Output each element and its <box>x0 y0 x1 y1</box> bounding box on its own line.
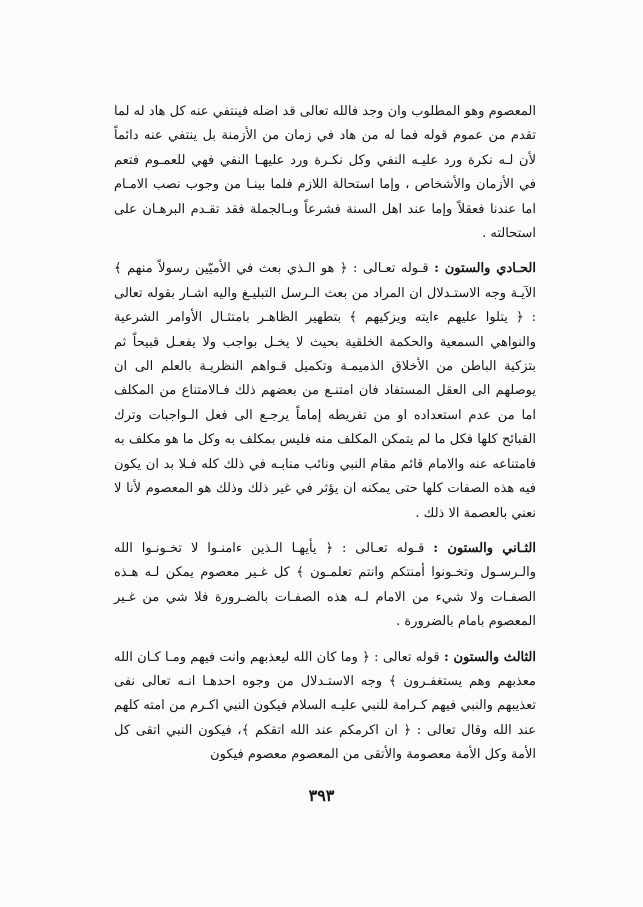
paragraph-heading: الثـاني والستون : <box>433 540 536 556</box>
body-text <box>114 100 536 768</box>
paragraph-text: المعصوم وهو المطلوب وان وجد فالله تعالى قد اضله فينتفي عنه كل هاد له لما تقدم من عموم قوله فما له من هاد في زمان من الأزمنة بل ينتفي عنه دائماً لأن لـه نكرة ورد عليـه النفي وكل نكـرة ورد عليهـا النفي فهي للعمـوم فتعم في الأزمان والأشخاص ، وإما استحالة اللازم فلما بينـا من وجوب نصب الامـام اما عندنا فعقلاً وإما عند اهل السنة فشرعاً وبـالجملة فقد تقـدم البرهـان على استحالته . <box>114 104 536 242</box>
paragraph-4 <box>114 646 536 768</box>
paragraph-heading: الحـادي والستون : <box>434 261 536 277</box>
paragraph-heading: الثالث والستون : <box>443 649 536 665</box>
paragraph-text: قوله تعالى : ﴿ وما كان الله ليعذبهم وانت فيهم ومـا كـان الله معذبهم وهم يستغفـرون ﴾ وجه الاستـدلال من وجوه احدهـا انـه تعالى نفى تعذيبهم والنبي فيهم كـرامة للنبي عليـه السلام فيكون النبي اكـرم من امته كلهم عند الله وقال تعالى : ﴿ ان اكرمكم عند الله اتقكم ﴾، فيكون النبي اتقى كل الأمة وكل الأمة معصومة والأتقى من المعصوم معصوم فيكون <box>114 649 536 763</box>
paragraph-text: قـوله تعـالى : ﴿ هو الـذي بعث في الأميّين رسولاً منهم ﴾ الآيـة وجه الاستـدلال ان المراد من بعث الـرسل التبليـغ واليه اشـار بقوله تعالى : ﴿ يتلوا عليهم ءايته ويزكيهم ﴾ بتطهير الظاهـر بامتثـال الأوامر الشرعية والنواهي السمعية والحكمة الخلقية بحيث لا يخـل بواجب ولا يفعـل قبيحاً ثم بتزكية الباطن من الأخلاق الذميمـة وتكميل قـواهم النظريـة بالعلم الى ان يوصلهم الى العقل المستفاد فان امتنـع من بعضهم ذلك فـالامتناع من المكلف اما من عدم استعداده او من تفريطه إماماً يرجـع الى فعل الـواجبات وترك القبائح كلها فكل ما لم يتمكن المكلف منه فليس بمكلف به وكل ما هو مكلف به فامتناعه عنه والامام قائم مقام النبي ونائب منابـه في ذلك كله فـلا بد ان يكون فيه هذه الصفات كلها حتى يمكنه ان يؤثر في غير ذلك وذلك هو المعصوم لأنا لا نعني بالعصمة الا ذلك . <box>114 261 536 521</box>
page-number: ٣٩٣ <box>308 786 335 805</box>
paragraph-text: قـوله تعـالى : ﴿ يأيهـا الـذين ءامنـوا لا تخـونـوا الله والـرسـول وتخـونوا أمنتكم وانتم تعلمـون ﴾ كل غـير معصوم يمكن لـه هـذه الصفـات ولا شيء من الامام لـه هذه الصفـات بالضـرورة فلا شي من غـير المعصوم بامام بالضرورة . <box>114 540 536 630</box>
paragraph-1 <box>114 100 536 246</box>
paragraph-2 <box>114 257 536 525</box>
paragraph-3 <box>114 537 536 635</box>
